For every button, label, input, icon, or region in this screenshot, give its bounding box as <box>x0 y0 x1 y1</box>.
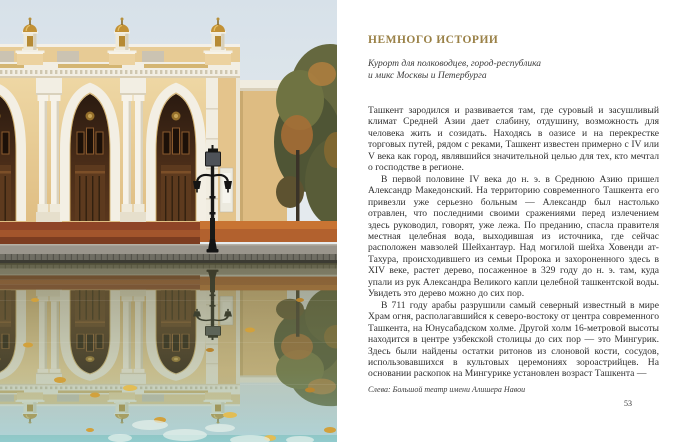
subtitle-line-2: и микс Москвы и Петербурга <box>368 71 487 81</box>
body-text <box>368 105 659 380</box>
section-subtitle <box>368 58 541 82</box>
paragraph-1: Ташкент зародился и развивается там, где суровый и засушливый климат Средней Азии дает слабину, отдушину, возможность для человека жить и созидать. Находясь в оазисе и на перекрестке торговых путей, рядом с реками, Ташкент известен примерно с IV или V века как город, являвшийся значительной целью для тех, кто мечтал о господстве в регионе. <box>368 105 659 174</box>
subtitle-line-1: Курорт для полководцев, город-республика <box>368 59 542 69</box>
section-heading: НЕМНОГО ИСТОРИИ <box>368 34 499 46</box>
paragraph-3: В 711 году арабы разрушили самый северный известный в мире Храм огня, располагавшийся к северо-востоку от центра современного Ташкента, на Юнусабадском холме. Другой холм 16-метровой высоты находится в центре узбекской столицы до сих пор — это Мингурик. Здесь были найдены остатки ритонов из слоновой кости, сосудов, использовавшихся в культовых церемониях зороастрийцев. На основании раскопок на Мингурике установлен возраст Ташкента — <box>368 299 659 380</box>
page-number: 53 <box>624 399 632 408</box>
text-page <box>337 0 674 442</box>
paragraph-2: В первой половине IV века до н. э. в Среднюю Азию пришел Александр Македонский. На территорию современного Ташкента его привезли уже серьезно больным — Александр был настолько отравлен, что последними своими сражениями перед излечением здесь руководил, говорят, уже лежа. По преданию, спасла правителя местная целебная вода, выходившая из источника, где сейчас расположен мавзолей Шейхантаур. Над могилой шейха Ховенди ат-Тахура, происходившего из семьи Пророка и захороненного здесь в XIV веке, растет дерево, посаженное в 329 году до н. э. там, куда упали из рук Александра Великого капли целебной ташкентской воды. Увидеть это дерево можно до сих пор. <box>368 173 659 300</box>
photo-caption: Слева: Большой театр имени Алишера Навои <box>368 385 526 394</box>
